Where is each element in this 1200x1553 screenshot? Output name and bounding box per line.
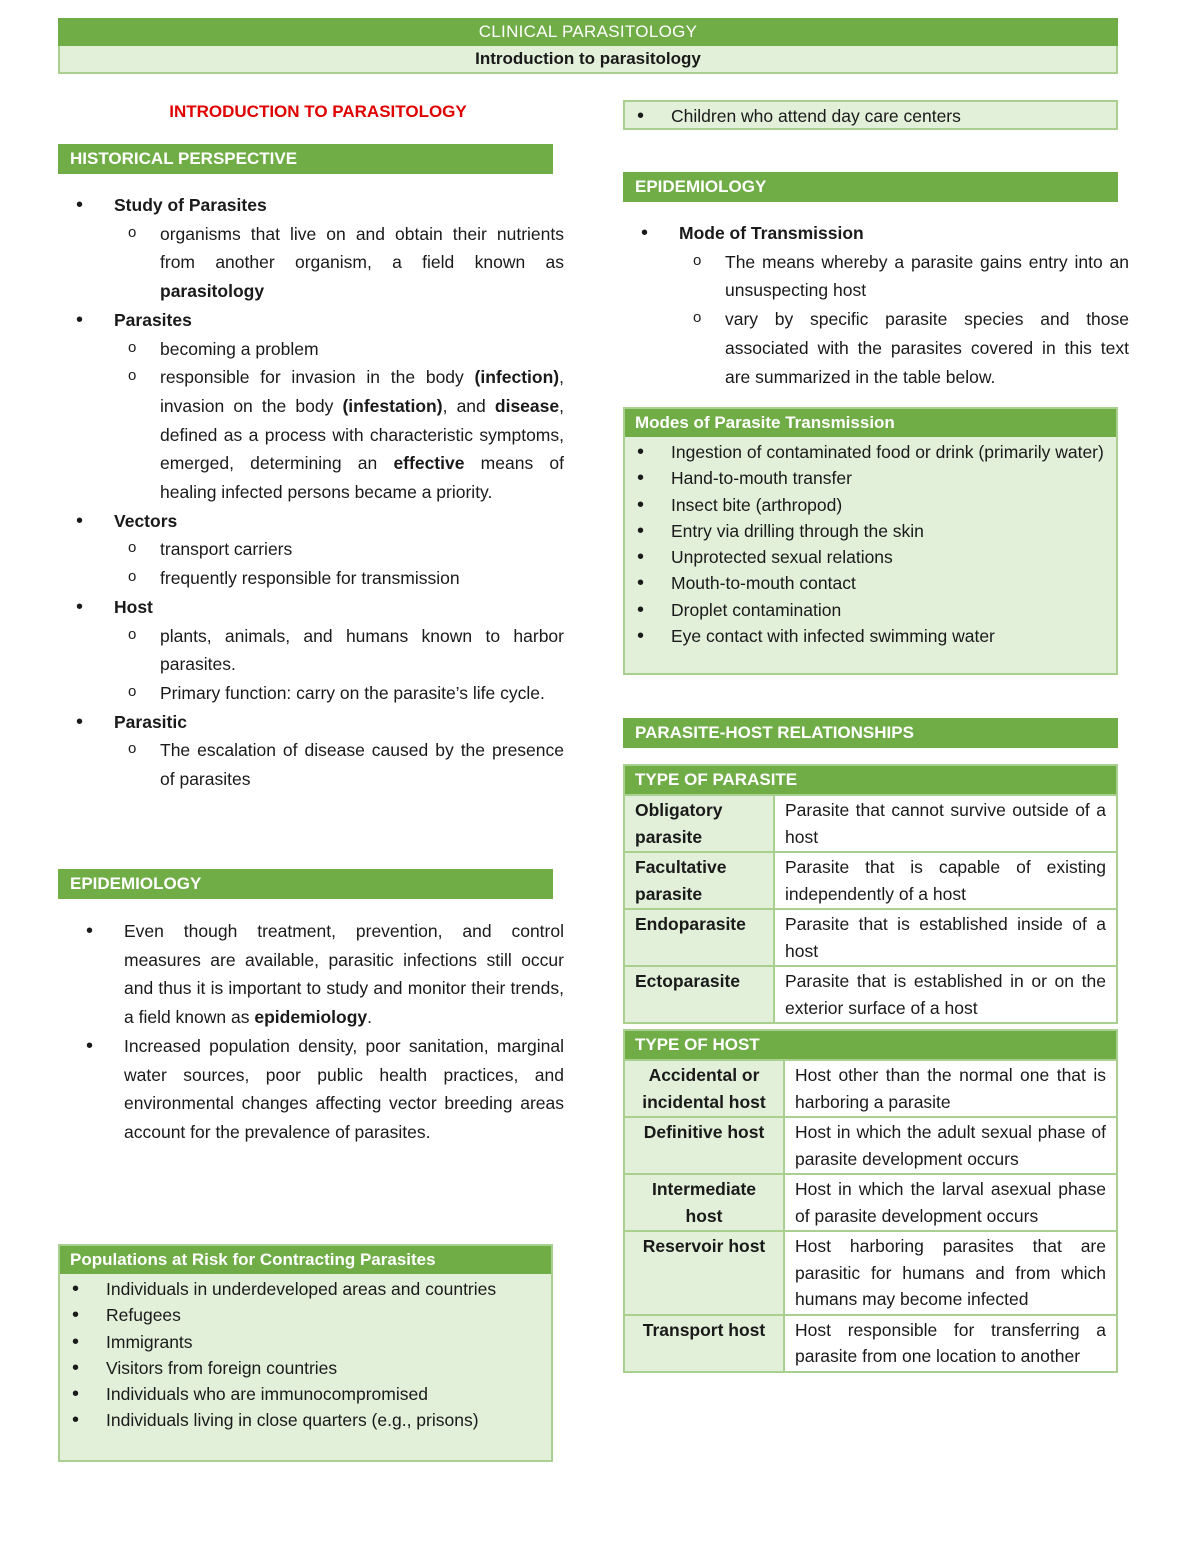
table-row: Transport host Host responsible for transferring a parasite from one location to another: [624, 1315, 1117, 1372]
populations-title: Populations at Risk for Contracting Parasites: [60, 1246, 551, 1274]
transmission-list: [623, 219, 1129, 391]
list-item: • Individuals who are immunocompromised: [60, 1381, 541, 1407]
course-title: CLINICAL PARASITOLOGY: [478, 22, 698, 41]
parasite-table-title: TYPE OF PARASITE: [623, 764, 1118, 794]
modes-list: [625, 437, 1116, 651]
list-item: • Even though treatment, prevention, and control measures are available, parasitic infections still occur and thus it is important to study and monitor their trends, a field known as epidemiology.: [58, 917, 564, 1032]
epidemiology-heading-left: EPIDEMIOLOGY: [58, 869, 553, 899]
list-item: • Individuals in underdeveloped areas and countries: [60, 1276, 541, 1302]
table-row: Obligatory parasite Parasite that cannot survive outside of a host: [624, 795, 1117, 852]
list-item: • Visitors from foreign countries: [60, 1355, 541, 1381]
list-item: • Insect bite (arthropod): [625, 492, 1106, 518]
list-item: • Increased population density, poor sanitation, marginal water sources, poor public health practices, and environmental changes affecting vector breeding areas account for the prevalence of parasites.: [58, 1032, 564, 1147]
host-type-table: [623, 1029, 1118, 1373]
list-item: • Entry via drilling through the skin: [625, 518, 1106, 544]
list-item: • Droplet contamination: [625, 597, 1106, 623]
course-title-bar: [58, 18, 1118, 46]
modes-title: Modes of Parasite Transmission: [625, 409, 1116, 437]
populations-continued-box: [623, 100, 1118, 130]
sub-item: o vary by specific parasite species and those associated with the parasites covered in this text are summarized in the table below.: [623, 305, 1129, 391]
relationships-heading: PARASITE-HOST RELATIONSHIPS: [623, 718, 1118, 748]
list-item: • Hand-to-mouth transfer: [625, 465, 1106, 491]
table-row: Accidental or incidental host Host other than the normal one that is harboring a parasite: [624, 1060, 1117, 1117]
sub-item: o The escalation of disease caused by the presence of parasites: [58, 736, 564, 793]
list-item: • Ingestion of contaminated food or drink (primarily water): [625, 439, 1106, 465]
list-item: • Mouth-to-mouth contact: [625, 570, 1106, 596]
list-item: • Parasites: [58, 306, 564, 335]
sub-item: o plants, animals, and humans known to harbor parasites.: [58, 622, 564, 679]
parasite-type-table: [623, 764, 1118, 1024]
table-row: Definitive host Host in which the adult sexual phase of parasite development occurs: [624, 1117, 1117, 1174]
epidemiology-heading-right: EPIDEMIOLOGY: [623, 172, 1118, 202]
host-table-title: TYPE OF HOST: [623, 1029, 1118, 1059]
sub-item: o organisms that live on and obtain their nutrients from another organism, a field known as parasitology: [58, 220, 564, 306]
list-item: • Vectors: [58, 507, 564, 536]
main-title: INTRODUCTION TO PARASITOLOGY: [169, 102, 467, 121]
historical-list: [58, 191, 564, 794]
sub-item: o responsible for invasion in the body (infection), invasion on the body (infestation), and disease, defined as a process with characteristic symptoms, emerged, determining an effective means of healing infected persons became a priority.: [58, 363, 564, 507]
modes-of-transmission-box: [623, 407, 1118, 675]
list-item: • Host: [58, 593, 564, 622]
sub-item: o frequently responsible for transmission: [58, 564, 564, 593]
sub-item: o The means whereby a parasite gains entry into an unsuspecting host: [623, 248, 1129, 305]
list-item: • Eye contact with infected swimming water: [625, 623, 1106, 649]
sub-item: o Primary function: carry on the parasite’s life cycle.: [58, 679, 564, 708]
historical-heading: HISTORICAL PERSPECTIVE: [58, 144, 553, 174]
list-item: • Children who attend day care centers: [625, 103, 1106, 129]
populations-list: [60, 1274, 551, 1436]
list-item: • Study of Parasites: [58, 191, 564, 220]
populations-at-risk-box: [58, 1244, 553, 1462]
list-item: • Mode of Transmission: [623, 219, 1129, 248]
list-item: • Unprotected sexual relations: [625, 544, 1106, 570]
list-item: • Refugees: [60, 1302, 541, 1328]
topic-title-bar: [58, 46, 1118, 74]
table-row: Endoparasite Parasite that is established inside of a host: [624, 909, 1117, 966]
sub-item: o transport carriers: [58, 535, 564, 564]
table-row: Ectoparasite Parasite that is established in or on the exterior surface of a host: [624, 966, 1117, 1023]
list-item: • Parasitic: [58, 708, 564, 737]
sub-item: o becoming a problem: [58, 335, 564, 364]
list-item: • Individuals living in close quarters (e.g., prisons): [60, 1407, 541, 1433]
list-item: • Immigrants: [60, 1329, 541, 1355]
topic-title: Introduction to parasitology: [475, 49, 701, 68]
table-row: Reservoir host Host harboring parasites that are parasitic for humans and from which humans may become infected: [624, 1231, 1117, 1315]
table-row: Intermediate host Host in which the larval asexual phase of parasite development occurs: [624, 1174, 1117, 1231]
epidemiology-paragraphs: [58, 917, 564, 1147]
table-row: Facultative parasite Parasite that is capable of existing independently of a host: [624, 852, 1117, 909]
